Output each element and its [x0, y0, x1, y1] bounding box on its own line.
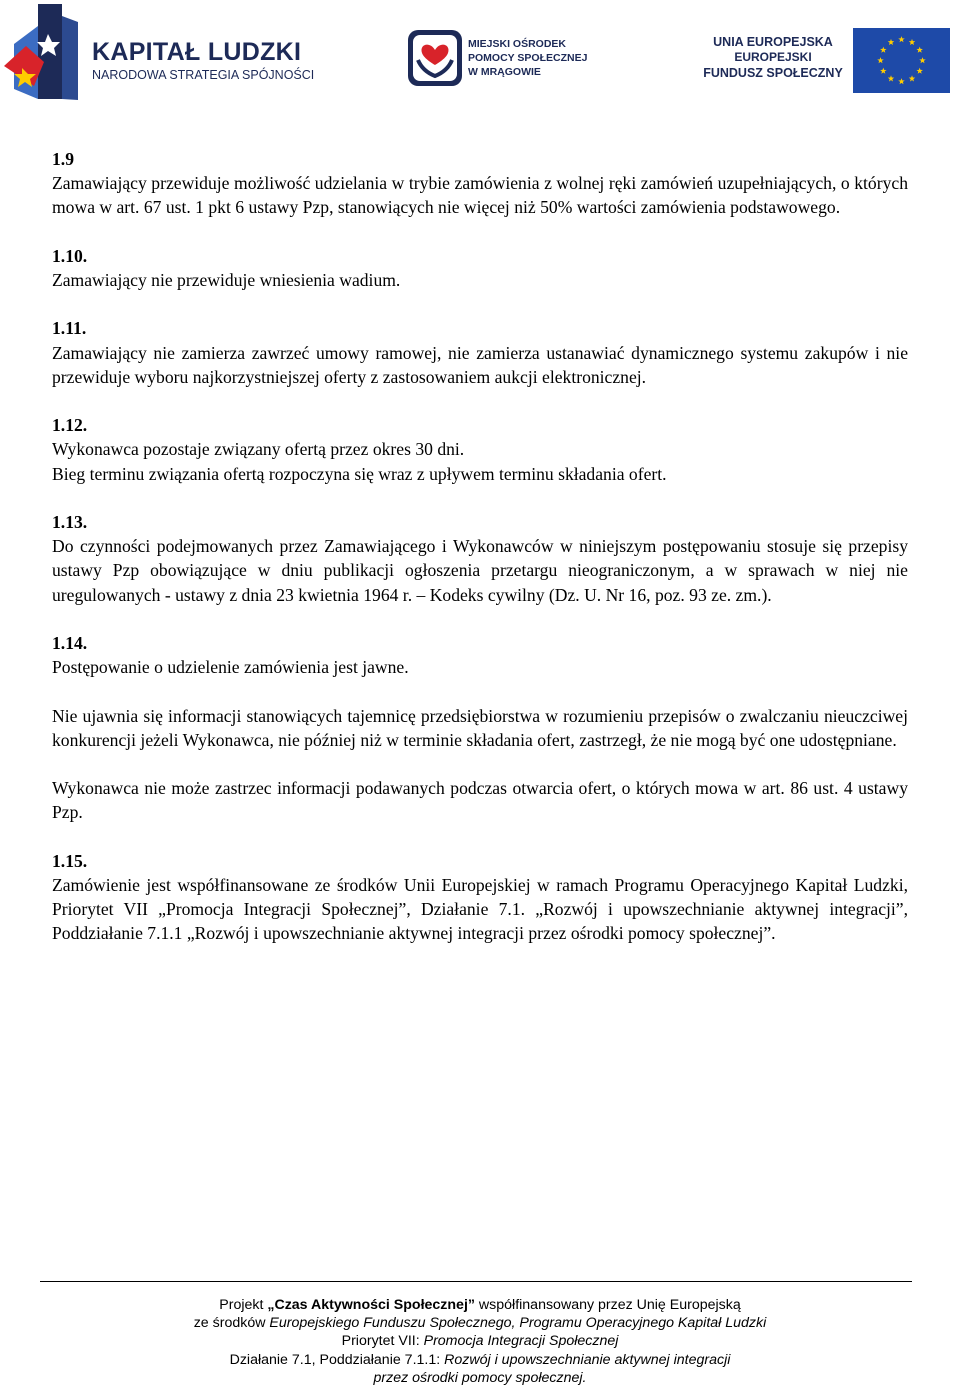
section-1-11 [52, 316, 908, 389]
section-1-12 [52, 413, 908, 486]
section-text: Zamawiający przewiduje możliwość udzielania w trybie zamówienia z wolnej ręki zamówień uzupełniających, o których mowa w art. 67 ust. 1 pkt 6 ustawy Pzp, stanowiących nie więcej niż 50% wartości zamówienia podstawowego. [52, 173, 908, 218]
footer-line-1 [0, 1296, 960, 1314]
footer-divider [40, 1281, 912, 1282]
mops-line-1: MIEJSKI OŚRODEK [468, 38, 567, 50]
footer-text: Priorytet VII: [341, 1333, 424, 1350]
section-1-9 [52, 147, 908, 220]
mops-name [468, 37, 587, 79]
section-text: Wykonawca nie może zastrzec informacji podawanych podczas otwarcia ofert, o których mowa w art. 86 ust. 4 ustawy Pzp. [52, 778, 908, 823]
eu-line-3: FUNDUSZ SPOŁECZNY [703, 66, 843, 80]
section-text-line-2: Bieg terminu związania ofertą rozpoczyna się wraz z upływem terminu składania ofert. [52, 463, 667, 484]
section-1-14-para-2 [52, 704, 908, 752]
section-number: 1.11. [52, 318, 87, 339]
section-1-15 [52, 849, 908, 946]
section-text: Nie ujawnia się informacji stanowiących tajemnicę przedsiębiorstwa w rozumieniu przepisów o zwalczaniu nieuczciwej konkurencji jeżeli Wykonawca, nie później niż w terminie składania ofert, zastrzegł, że nie mogą być one udostępniane. [52, 705, 908, 750]
section-text-line-1: Wykonawca pozostaje związany ofertą przez okres 30 dni. [52, 439, 465, 460]
footer-text: Projekt [219, 1297, 268, 1313]
footer-text: ze środków [193, 1315, 270, 1332]
footer-program: Europejskiego Funduszu Społecznego, Programu Operacyjnego Kapitał Ludzki [269, 1315, 767, 1332]
eu-line-2: EUROPEJSKI [734, 50, 812, 64]
footer-text: współfinansowany przez Unię Europejską [474, 1297, 741, 1313]
section-1-13 [52, 510, 908, 607]
section-number: 1.14. [52, 632, 88, 653]
section-text: Postępowanie o udzielenie zamówienia jest jawne. [52, 657, 409, 678]
section-text: Zamawiający nie przewiduje wniesienia wadium. [52, 270, 401, 290]
section-number: 1.10. [52, 245, 88, 266]
mops-line-3: W MRĄGOWIE [468, 66, 541, 78]
eu-flag-icon [853, 28, 950, 93]
mops-logo [408, 30, 588, 90]
kapital-ludzki-logo [4, 4, 314, 104]
footer-line-4 [0, 1351, 960, 1369]
section-number: 1.13. [52, 511, 88, 532]
eu-text [703, 34, 843, 81]
footer-line-2 [0, 1314, 960, 1332]
section-number: 1.9 [52, 149, 74, 169]
section-1-14-para-3 [52, 776, 908, 824]
section-1-10 [52, 244, 908, 292]
header-logos [0, 0, 960, 110]
mops-emblem-icon [408, 30, 462, 86]
kapital-ludzki-title: KAPITAŁ LUDZKI [92, 38, 302, 66]
section-text: Do czynności podejmowanych przez Zamawiającego i Wykonawców w niniejszym postępowaniu stosuje się przepisy ustawy Pzp obowiązujące w dniu publikacji ogłoszenia przetargu nieograniczonym, a w sprawach w niej nie uregulowanych - ustawy z dnia 23 kwietnia 1964 r. – Kodeks cywilny (Dz. U. Nr 16, poz. 93 ze. zm.). [52, 536, 908, 605]
footer-line-5 [0, 1369, 960, 1387]
eu-line-1: UNIA EUROPEJSKA [713, 35, 833, 49]
footer-text: przez ośrodki pomocy społecznej. [373, 1369, 587, 1386]
kapital-ludzki-mark-icon [4, 4, 84, 104]
section-text: Zamówienie jest współfinansowane ze środków Unii Europejskiej w ramach Programu Operacyjnego Kapitał Ludzki, Priorytet VII „Promocja Integracji Społecznej”, Działanie 7.1. „Rozwój i upowszechnianie aktywnej integracji”, Poddziałanie 7.1.1 „Rozwój i upowszechnianie aktywnej integracji przez ośrodki pomocy społecznej”. [52, 874, 908, 944]
footer [0, 1296, 960, 1387]
section-number: 1.12. [52, 415, 88, 436]
document-body [52, 147, 908, 970]
mops-line-2: POMOCY SPOŁECZNEJ [468, 52, 588, 64]
footer-project-name: „Czas Aktywności Społecznej” [267, 1297, 475, 1313]
section-text: Zamawiający nie zamierza zawrzeć umowy ramowej, nie zamierza ustanawiać dynamicznego systemu zakupów i nie przewiduje wyboru najkorzystniejszej oferty z zastosowaniem aukcji elektronicznej. [52, 342, 908, 387]
section-number: 1.15. [52, 850, 88, 871]
kapital-ludzki-subtitle: NARODOWA STRATEGIA SPÓJNOŚCI [92, 68, 315, 82]
section-1-14 [52, 631, 908, 679]
footer-priority: Promocja Integracji Społecznej [423, 1333, 619, 1350]
eu-efs-logo [703, 24, 953, 94]
footer-line-3 [0, 1332, 960, 1350]
footer-text: Działanie 7.1, Poddziałanie 7.1.1: [229, 1351, 445, 1368]
footer-action: Rozwój i upowszechnianie aktywnej integracji [444, 1351, 731, 1368]
